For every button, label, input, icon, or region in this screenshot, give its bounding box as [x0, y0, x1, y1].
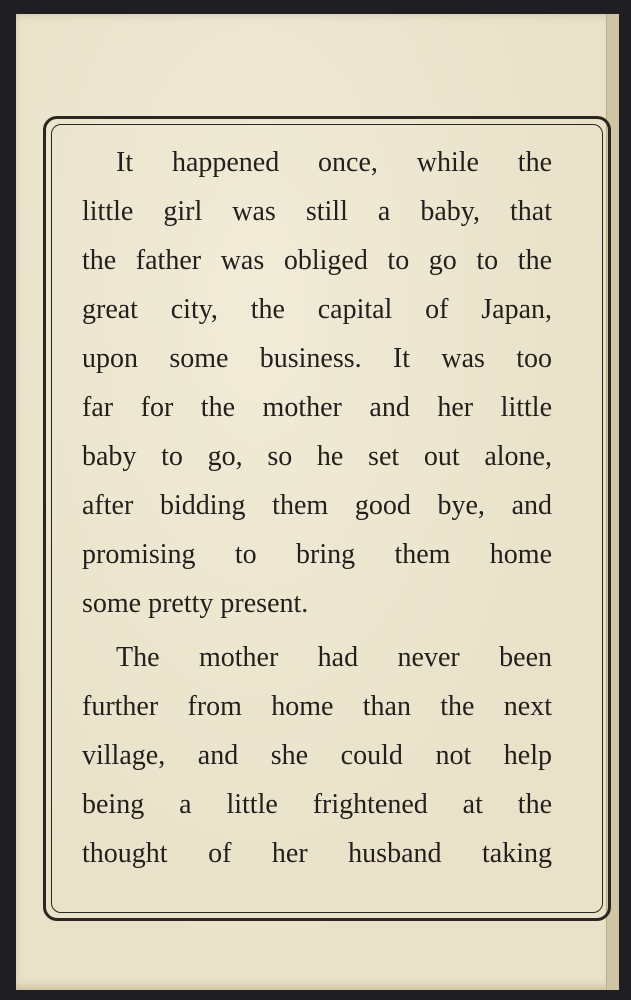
text-line: some pretty present. [82, 588, 309, 619]
text-line: promising to bring them home [82, 539, 552, 570]
text-line: upon some business. It was too [82, 343, 552, 374]
text-line: It happened once, while the [116, 147, 552, 178]
text-line: great city, the capital of Japan, [82, 294, 552, 325]
text-line: The mother had never been [116, 642, 552, 673]
text-line: being a little frightened at the [82, 789, 552, 820]
text-line: far for the mother and her little [82, 392, 552, 423]
paragraph-1 [82, 138, 552, 628]
page-text [82, 138, 552, 878]
text-line: after bidding them good bye, and [82, 490, 552, 521]
text-line: thought of her husband taking [82, 838, 552, 869]
paragraph-2 [82, 633, 552, 878]
text-line: village, and she could not help [82, 740, 552, 771]
text-line: baby to go, so he set out alone, [82, 441, 552, 472]
text-line: the father was obliged to go to the [82, 245, 552, 276]
text-line: further from home than the next [82, 691, 552, 722]
text-line: little girl was still a baby, that [82, 196, 552, 227]
